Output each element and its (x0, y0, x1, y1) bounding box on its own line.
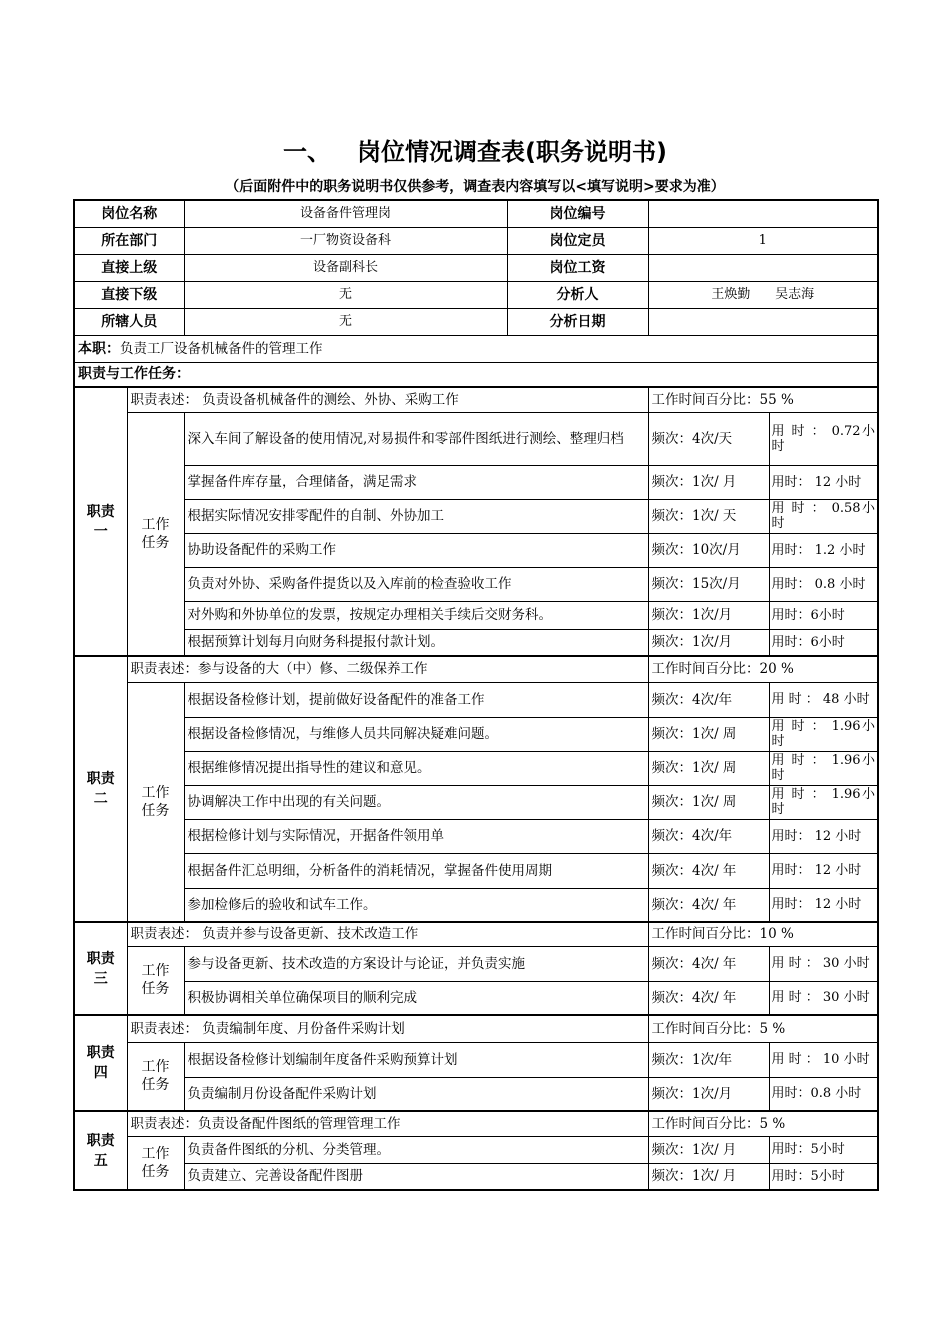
task-label: 工作任务 (127, 946, 184, 1015)
task-time: 用 时 ： 0.58小时 (769, 499, 878, 533)
task-row (74, 853, 878, 888)
task-text: 深入车间了解设备的使用情况,对易损件和零部件图纸进行测绘、整理归档 (184, 412, 648, 465)
task-row (74, 499, 878, 533)
info-label: 所辖人员 (74, 308, 184, 335)
info-row (74, 200, 878, 227)
duty-percent: 工作时间百分比：5 % (648, 1111, 878, 1136)
role-cell (74, 335, 878, 362)
info-row (74, 254, 878, 281)
task-frequency: 频次：15次/月 (648, 567, 769, 601)
task-frequency: 频次：1次/ 周 (648, 785, 769, 819)
task-time: 用 时 ： 1.96小时 (769, 751, 878, 785)
duty-desc-row (74, 656, 878, 682)
task-frequency: 频次：1次/ 天 (648, 499, 769, 533)
duty-desc: 职责表述： 负责并参与设备更新、技术改造工作 (127, 922, 648, 946)
task-row (74, 785, 878, 819)
duty-desc: 职责表述：负责设备配件图纸的管理管理工作 (127, 1111, 648, 1136)
duty-percent: 工作时间百分比：5 % (648, 1015, 878, 1042)
task-time: 用 时 ： 10 小时 (769, 1042, 878, 1077)
task-time: 用时： 1.2 小时 (769, 533, 878, 567)
task-frequency: 频次：1次/年 (648, 1042, 769, 1077)
task-label: 工作任务 (127, 1136, 184, 1190)
info-label: 分析人 (507, 281, 648, 308)
subtitle-note: （后面附件中的职务说明书仅供参考，调查表内容填写以<填写说明>要求为准） (225, 179, 725, 195)
task-text: 根据设备检修情况，与维修人员共同解决疑难问题。 (184, 717, 648, 751)
task-text: 协助设备配件的采购工作 (184, 533, 648, 567)
task-row (74, 981, 878, 1015)
task-text: 根据实际情况安排零配件的自制、外协加工 (184, 499, 648, 533)
task-time: 用 时 ： 1.96小时 (769, 785, 878, 819)
task-frequency: 频次：1次/ 月 (648, 465, 769, 499)
task-frequency: 频次：4次/天 (648, 412, 769, 465)
title-text: 岗位情况调查表(职务说明书) (357, 138, 667, 166)
duty-name: 职责二 (74, 656, 127, 922)
task-frequency: 频次：4次/ 年 (648, 888, 769, 922)
info-label: 岗位编号 (507, 200, 648, 227)
task-text: 根据预算计划每月向财务科提报付款计划。 (184, 629, 648, 656)
task-row (74, 1042, 878, 1077)
duty-desc: 职责表述： 负责设备机械备件的测绘、外协、采购工作 (127, 387, 648, 412)
task-time: 用时：6小时 (769, 601, 878, 629)
duty-desc-row (74, 922, 878, 946)
task-frequency: 频次：4次/ 年 (648, 981, 769, 1015)
task-row (74, 1136, 878, 1163)
task-frequency: 频次：4次/ 年 (648, 946, 769, 981)
task-time: 用时：6小时 (769, 629, 878, 656)
task-text: 协调解决工作中出现的有关问题。 (184, 785, 648, 819)
duty-desc: 职责表述： 负责编制年度、月份备件采购计划 (127, 1015, 648, 1042)
role-row (74, 335, 878, 362)
task-text: 根据维修情况提出指导性的建议和意见。 (184, 751, 648, 785)
info-value: 无 (184, 308, 507, 335)
info-value: 一厂物资设备科 (184, 227, 507, 254)
task-time: 用 时 ： 1.96小时 (769, 717, 878, 751)
task-time: 用时： 12 小时 (769, 888, 878, 922)
duty-desc-row (74, 387, 878, 412)
job-survey-table (73, 199, 879, 1191)
info-value (648, 254, 878, 281)
info-value: 无 (184, 281, 507, 308)
task-row (74, 1163, 878, 1190)
task-frequency: 频次：4次/ 年 (648, 853, 769, 888)
task-time: 用时： 12 小时 (769, 819, 878, 853)
task-text: 掌握备件库存量，合理储备，满足需求 (184, 465, 648, 499)
task-frequency: 频次：4次/年 (648, 682, 769, 717)
role-label: 本职： (78, 340, 120, 357)
task-time: 用时： 0.8 小时 (769, 567, 878, 601)
info-row (74, 281, 878, 308)
duty-desc-row (74, 1111, 878, 1136)
info-row (74, 308, 878, 335)
duty-name: 职责五 (74, 1111, 127, 1190)
duty-percent: 工作时间百分比：20 % (648, 656, 878, 682)
task-frequency: 频次：1次/ 周 (648, 717, 769, 751)
info-label: 直接下级 (74, 281, 184, 308)
task-text: 参与设备更新、技术改造的方案设计与论证，并负责实施 (184, 946, 648, 981)
task-frequency: 频次：1次/月 (648, 601, 769, 629)
task-frequency: 频次：1次/月 (648, 1077, 769, 1111)
task-time: 用时： 12 小时 (769, 465, 878, 499)
duty-percent: 工作时间百分比：55 % (648, 387, 878, 412)
task-text: 对外购和外协单位的发票，按规定办理相关手续后交财务科。 (184, 601, 648, 629)
task-frequency: 频次：1次/月 (648, 629, 769, 656)
task-label: 工作任务 (127, 412, 184, 656)
task-row (74, 412, 878, 465)
title-number: 一、 (283, 138, 332, 166)
duty-desc: 职责表述：参与设备的大（中）修、二级保养工作 (127, 656, 648, 682)
info-label: 岗位定员 (507, 227, 648, 254)
task-frequency: 频次：4次/年 (648, 819, 769, 853)
task-text: 根据备件汇总明细，分析备件的消耗情况，掌握备件使用周期 (184, 853, 648, 888)
task-time: 用 时 ： 48 小时 (769, 682, 878, 717)
task-time: 用时： 12 小时 (769, 853, 878, 888)
task-text: 负责备件图纸的分机、分类管理。 (184, 1136, 648, 1163)
info-label: 分析日期 (507, 308, 648, 335)
info-value (648, 200, 878, 227)
info-value: 设备备件管理岗 (184, 200, 507, 227)
info-value: 设备副科长 (184, 254, 507, 281)
info-label: 岗位名称 (74, 200, 184, 227)
info-label: 直接上级 (74, 254, 184, 281)
task-row (74, 533, 878, 567)
duty-desc-row (74, 1015, 878, 1042)
task-row (74, 717, 878, 751)
info-value: 1 (648, 227, 878, 254)
duty-name: 职责一 (74, 387, 127, 656)
task-time: 用 时 ： 30 小时 (769, 981, 878, 1015)
info-label: 岗位工资 (507, 254, 648, 281)
task-frequency: 频次：1次/ 月 (648, 1163, 769, 1190)
task-row (74, 946, 878, 981)
role-text: 负责工厂设备机械备件的管理工作 (120, 340, 323, 357)
task-text: 根据设备检修计划，提前做好设备配件的准备工作 (184, 682, 648, 717)
task-text: 负责建立、完善设备配件图册 (184, 1163, 648, 1190)
task-time: 用时：5小时 (769, 1163, 878, 1190)
duties-header: 职责与工作任务： (74, 362, 878, 387)
task-frequency: 频次：1次/ 月 (648, 1136, 769, 1163)
duty-name: 职责四 (74, 1015, 127, 1111)
task-frequency: 频次：10次/月 (648, 533, 769, 567)
task-text: 参加检修后的验收和试车工作。 (184, 888, 648, 922)
task-text: 负责对外协、采购备件提货以及入库前的检查验收工作 (184, 567, 648, 601)
task-text: 负责编制月份设备配件采购计划 (184, 1077, 648, 1111)
info-value: 王焕勤 吴志海 (648, 281, 878, 308)
task-row (74, 465, 878, 499)
duty-name: 职责三 (74, 922, 127, 1015)
task-row (74, 629, 878, 656)
task-time: 用 时 ： 30 小时 (769, 946, 878, 981)
task-time: 用时：5小时 (769, 1136, 878, 1163)
info-label: 所在部门 (74, 227, 184, 254)
task-row (74, 751, 878, 785)
task-row (74, 819, 878, 853)
task-time: 用时：0.8 小时 (769, 1077, 878, 1111)
task-row (74, 567, 878, 601)
task-text: 积极协调相关单位确保项目的顺利完成 (184, 981, 648, 1015)
task-row (74, 601, 878, 629)
task-row (74, 888, 878, 922)
task-text: 根据检修计划与实际情况，开据备件领用单 (184, 819, 648, 853)
info-value (648, 308, 878, 335)
duty-percent: 工作时间百分比：10 % (648, 922, 878, 946)
duties-header-row (74, 362, 878, 387)
task-label: 工作任务 (127, 1042, 184, 1111)
task-text: 根据设备检修计划编制年度备件采购预算计划 (184, 1042, 648, 1077)
page-title (0, 132, 950, 167)
task-time: 用 时 ： 0.72小时 (769, 412, 878, 465)
task-row (74, 1077, 878, 1111)
info-row (74, 227, 878, 254)
task-label: 工作任务 (127, 682, 184, 922)
task-row (74, 682, 878, 717)
task-frequency: 频次：1次/ 周 (648, 751, 769, 785)
